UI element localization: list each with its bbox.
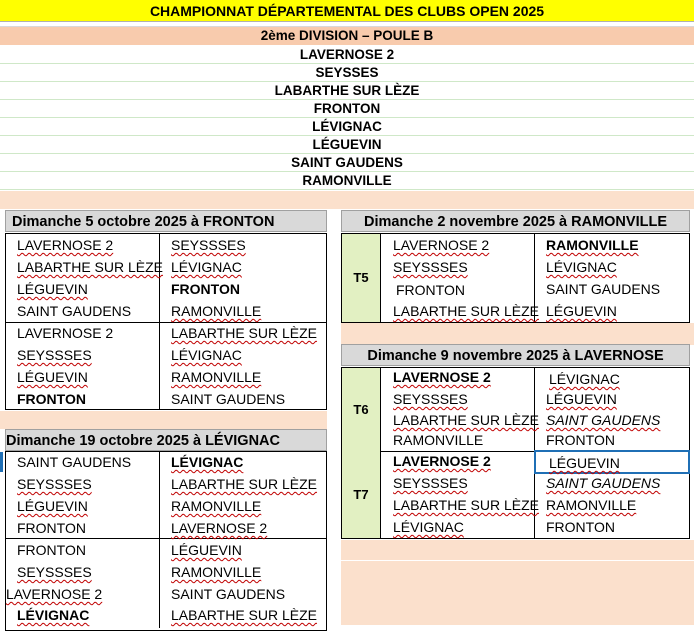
match-home[interactable]: SEYSSSES: [17, 476, 92, 492]
match-away[interactable]: LABARTHE SUR LÈZE: [171, 476, 318, 492]
match-home[interactable]: LABARTHE SUR LÈZE: [393, 497, 540, 513]
match-away[interactable]: SAINT GAUDENS: [171, 586, 286, 602]
match-away[interactable]: SEYSSSES: [171, 237, 246, 253]
match-away[interactable]: RAMONVILLE: [546, 497, 637, 513]
team-list-item: LÉGUEVIN: [0, 136, 694, 154]
match-home[interactable]: SEYSSSES: [393, 259, 468, 275]
day2-header: Dimanche 19 octobre 2025 à LÉVIGNAC: [5, 429, 327, 451]
match-home[interactable]: SEYSSSES: [393, 475, 468, 491]
match-away[interactable]: SAINT GAUDENS: [546, 281, 661, 297]
separator-band: [341, 323, 694, 345]
match-away[interactable]: FRONTON: [546, 432, 615, 448]
match-home[interactable]: LÉVIGNAC: [17, 607, 90, 623]
match-home[interactable]: LÉGUEVIN: [17, 281, 88, 297]
match-away[interactable]: LÉVIGNAC: [171, 454, 244, 470]
separator-band: [0, 191, 694, 209]
match-home[interactable]: LAVERNOSE 2: [393, 369, 491, 385]
match-home[interactable]: FRONTON: [17, 520, 86, 536]
match-away[interactable]: LÉVIGNAC: [546, 259, 617, 275]
match-home[interactable]: LAVERNOSE 2: [17, 237, 114, 253]
team-list-item: LABARTHE SUR LÈZE: [0, 82, 694, 100]
match-home[interactable]: LAVERNOSE 2: [6, 586, 103, 602]
match-away[interactable]: LÉVIGNAC: [549, 371, 620, 387]
division-title: 2ème DIVISION – POULE B: [0, 27, 694, 45]
match-home[interactable]: LÉVIGNAC: [393, 519, 464, 535]
separator-band: [0, 411, 327, 429]
team-list-item: SEYSSES: [0, 64, 694, 82]
team-list-item: LÉVIGNAC: [0, 118, 694, 136]
match-away[interactable]: RAMONVILLE: [171, 369, 262, 385]
match-away[interactable]: RAMONVILLE: [171, 303, 262, 319]
match-away[interactable]: LÉGUEVIN: [546, 391, 617, 407]
match-home[interactable]: LAVERNOSE 2: [17, 325, 114, 341]
day1-header: Dimanche 5 octobre 2025 à FRONTON: [5, 210, 327, 232]
match-home[interactable]: FRONTON: [396, 282, 465, 298]
match-away[interactable]: LABARTHE SUR LÈZE: [171, 325, 318, 341]
match-home[interactable]: LAVERNOSE 2: [393, 237, 490, 253]
match-home[interactable]: LABARTHE SUR LÈZE: [393, 303, 540, 319]
match-home[interactable]: SEYSSSES: [393, 391, 468, 407]
match-away[interactable]: LABARTHE SUR LÈZE: [171, 607, 318, 623]
match-home[interactable]: SAINT GAUDENS: [17, 454, 132, 470]
match-home[interactable]: FRONTON: [17, 391, 86, 407]
day3-header: Dimanche 2 novembre 2025 à RAMONVILLE: [341, 210, 690, 232]
match-away[interactable]: LÉGUEVIN: [546, 303, 617, 319]
sheet-title: CHAMPIONNAT DÉPARTEMENTAL DES CLUBS OPEN 2025: [0, 0, 694, 22]
match-home[interactable]: SAINT GAUDENS: [17, 303, 132, 319]
match-away[interactable]: SAINT GAUDENS: [546, 412, 661, 428]
team-list-item: FRONTON: [0, 100, 694, 118]
team-list-item: SAINT GAUDENS: [0, 154, 694, 172]
team-list-item: LAVERNOSE 2: [0, 46, 694, 64]
match-away[interactable]: LAVERNOSE 2: [171, 520, 268, 536]
match-home[interactable]: LAVERNOSE 2: [393, 453, 491, 469]
match-home[interactable]: RAMONVILLE: [393, 432, 484, 448]
match-away[interactable]: SAINT GAUDENS: [171, 391, 286, 407]
separator-band: [341, 540, 694, 560]
day4-header: Dimanche 9 novembre 2025 à LAVERNOSE: [341, 344, 690, 366]
match-home[interactable]: LABARTHE SUR LÈZE: [17, 259, 164, 275]
match-away[interactable]: FRONTON: [171, 281, 240, 297]
match-away[interactable]: LÉGUEVIN: [171, 542, 242, 558]
row-selection-marker: [0, 452, 3, 472]
match-away[interactable]: FRONTON: [546, 519, 615, 535]
match-away[interactable]: LÉGUEVIN: [549, 455, 620, 471]
match-home[interactable]: LÉGUEVIN: [17, 498, 88, 514]
match-home[interactable]: SEYSSSES: [17, 347, 92, 363]
match-home[interactable]: LABARTHE SUR LÈZE: [393, 412, 540, 428]
match-away[interactable]: RAMONVILLE: [171, 564, 262, 580]
match-home[interactable]: FRONTON: [17, 542, 86, 558]
match-home[interactable]: SEYSSSES: [17, 564, 92, 580]
round-label-t5: T5: [342, 234, 381, 322]
match-home[interactable]: LÉGUEVIN: [17, 369, 88, 385]
match-away[interactable]: SAINT GAUDENS: [546, 475, 661, 491]
match-away[interactable]: LÉVIGNAC: [171, 347, 242, 363]
separator-band: [341, 561, 694, 625]
round-label-t6: T6: [342, 368, 381, 451]
team-list-item: RAMONVILLE: [0, 172, 694, 190]
match-away[interactable]: RAMONVILLE: [546, 237, 639, 253]
match-away[interactable]: RAMONVILLE: [171, 498, 262, 514]
round-label-t7: T7: [342, 451, 381, 538]
match-away[interactable]: LÉVIGNAC: [171, 259, 242, 275]
